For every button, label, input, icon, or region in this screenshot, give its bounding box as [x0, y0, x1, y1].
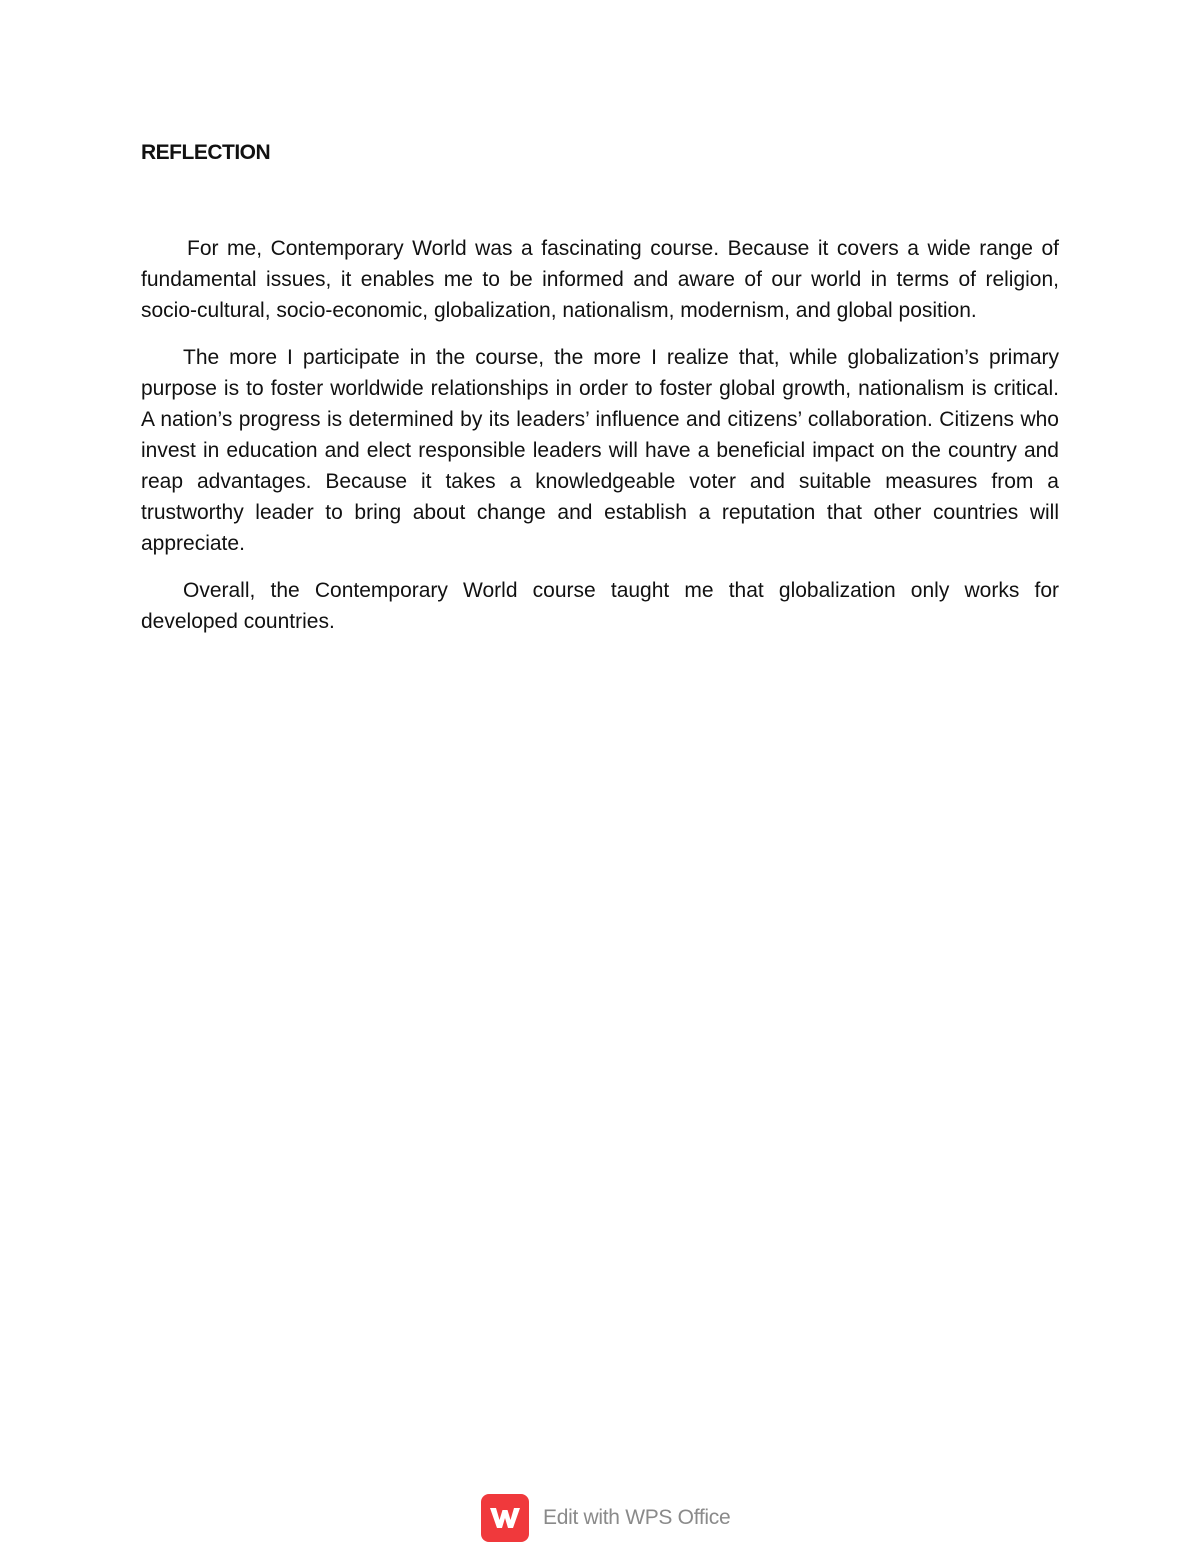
wps-badge-label: Edit with WPS Office [543, 1506, 731, 1529]
paragraph-2: The more I participate in the course, the more I realize that, while globalization’s primary purpose is to foster worldwide relationships in order to foster global growth, nationalism is critical. A nation’s progress is determined by its leaders’ influence and citizens’ collaboration. Citizens who invest in education and elect responsible leaders will have a beneficial impact on the country and reap advantages. Because it takes a knowledgeable voter and suitable measures from a trustworthy leader to bring about change and establish a reputation that other countries will appreciate. [141, 346, 1059, 555]
document-heading: REFLECTION [141, 141, 271, 164]
paragraph-1: For me, Contemporary World was a fascinating course. Because it covers a wide range of fundamental issues, it enables me to be informed and aware of our world in terms of religion, socio-cultural, socio-economic, globalization, nationalism, modernism, and global position. [141, 237, 1059, 322]
document-body [141, 233, 1059, 653]
wps-logo-icon [481, 1494, 529, 1542]
edit-with-wps-badge[interactable] [481, 1493, 730, 1543]
paragraph-3: Overall, the Contemporary World course taught me that globalization only works for developed countries. [141, 579, 1059, 633]
wps-w-glyph [488, 1504, 522, 1532]
